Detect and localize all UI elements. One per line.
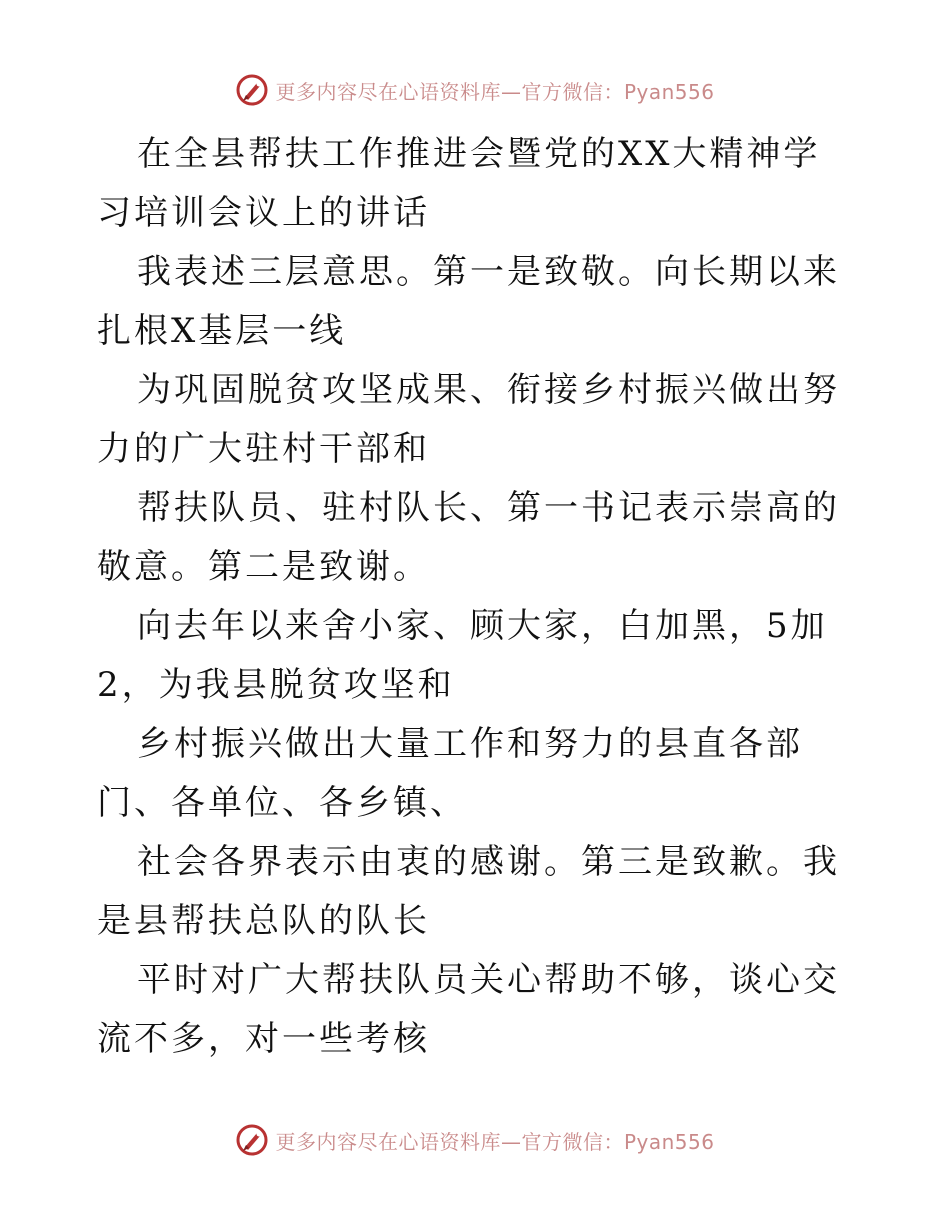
paragraph-4: 帮扶队员、驻村队长、第一书记表示崇高的敬意。第二是致谢。: [97, 488, 840, 587]
header-banner-text: 更多内容尽在心语资料库—官方微信：Pyan556: [275, 79, 715, 104]
footer-banner-inner: [235, 1123, 714, 1157]
paragraph-3: 为巩固脱贫攻坚成果、衔接乡村振兴做出努力的广大驻村干部和: [97, 370, 840, 469]
footer-banner: [0, 1120, 950, 1160]
paragraph-2: 我表述三层意思。第一是致敬。向长期以来扎根X基层一线: [97, 252, 840, 351]
paragraph-1: 在全县帮扶工作推进会暨党的XX大精神学习培训会议上的讲话: [97, 134, 821, 233]
paragraph-8: 平时对广大帮扶队员关心帮助不够，谈心交流不多，对一些考核: [97, 960, 840, 1059]
header-banner: [0, 70, 950, 110]
pen-circle-logo-icon: [235, 1123, 269, 1157]
paragraph-7: 社会各界表示由衷的感谢。第三是致歉。我是县帮扶总队的队长: [97, 842, 840, 941]
paragraph-6: 乡村振兴做出大量工作和努力的县直各部门、各单位、各乡镇、: [97, 724, 803, 823]
footer-banner-text: 更多内容尽在心语资料库—官方微信：Pyan556: [275, 1129, 715, 1154]
document-body: [97, 125, 857, 1069]
paragraph-5: 向去年以来舍小家、顾大家，白加黑，5加2，为我县脱贫攻坚和: [97, 606, 828, 705]
header-banner-inner: [235, 73, 714, 107]
pen-circle-logo-icon: [235, 73, 269, 107]
